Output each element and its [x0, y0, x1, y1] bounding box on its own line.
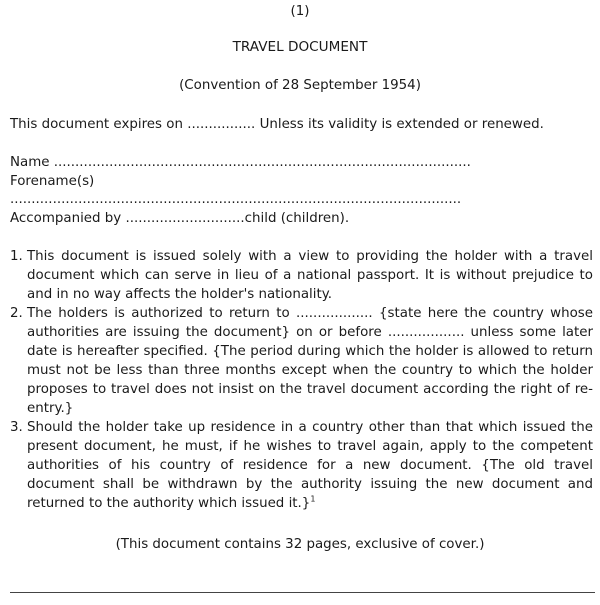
clause-2	[10, 304, 593, 418]
forename-field: Forename(s)	[10, 174, 95, 189]
clause-3	[10, 418, 593, 513]
expiry-line: This document expires on ................ Unless its validity is extended or renewed.	[10, 117, 544, 132]
clause-number: 2.	[10, 306, 23, 321]
clause-number: 1.	[10, 249, 23, 264]
footnote-divider	[10, 592, 595, 593]
clause-text: The holders is authorized to return to .................. {state here the country whose authorities are issuing the document} on or before .................. unless some later date is hereafter specified. {The period during which the holder is allowed to return must not be less than three months except when the country to which the holder proposes to travel does not insist on the travel document according the right of re-entry.}	[27, 306, 593, 416]
contents-note: (This document contains 32 pages, exclusive of cover.)	[115, 537, 485, 552]
clause-number: 3.	[10, 420, 23, 435]
footnote-reference: 1	[310, 494, 316, 504]
accompanied-by-field: Accompanied by ............................child (children).	[10, 211, 350, 226]
document-subtitle: (Convention of 28 September 1954)	[179, 78, 421, 93]
clause-text-wrapper	[27, 418, 593, 513]
forename-dotted-line: ..........................................................................................................	[10, 192, 462, 207]
clause-text: Should the holder take up residence in a country other than that which issued the present document, he must, if he wishes to travel again, apply to the competent authorities of his country of residence for a new document. {The old travel document shall be withdrawn by the authority issuing the new document and returned to the authority which issued it.}	[27, 420, 593, 511]
name-field: Name ..................................................................................................	[10, 155, 471, 170]
document-title: TRAVEL DOCUMENT	[232, 39, 368, 55]
clause-text: This document is issued solely with a view to providing the holder with a travel document which can serve in lieu of a national passport. It is without prejudice to and in no way affects the holder's nationality.	[27, 249, 593, 302]
clause-1	[10, 247, 593, 304]
page-number: (1)	[290, 4, 310, 19]
